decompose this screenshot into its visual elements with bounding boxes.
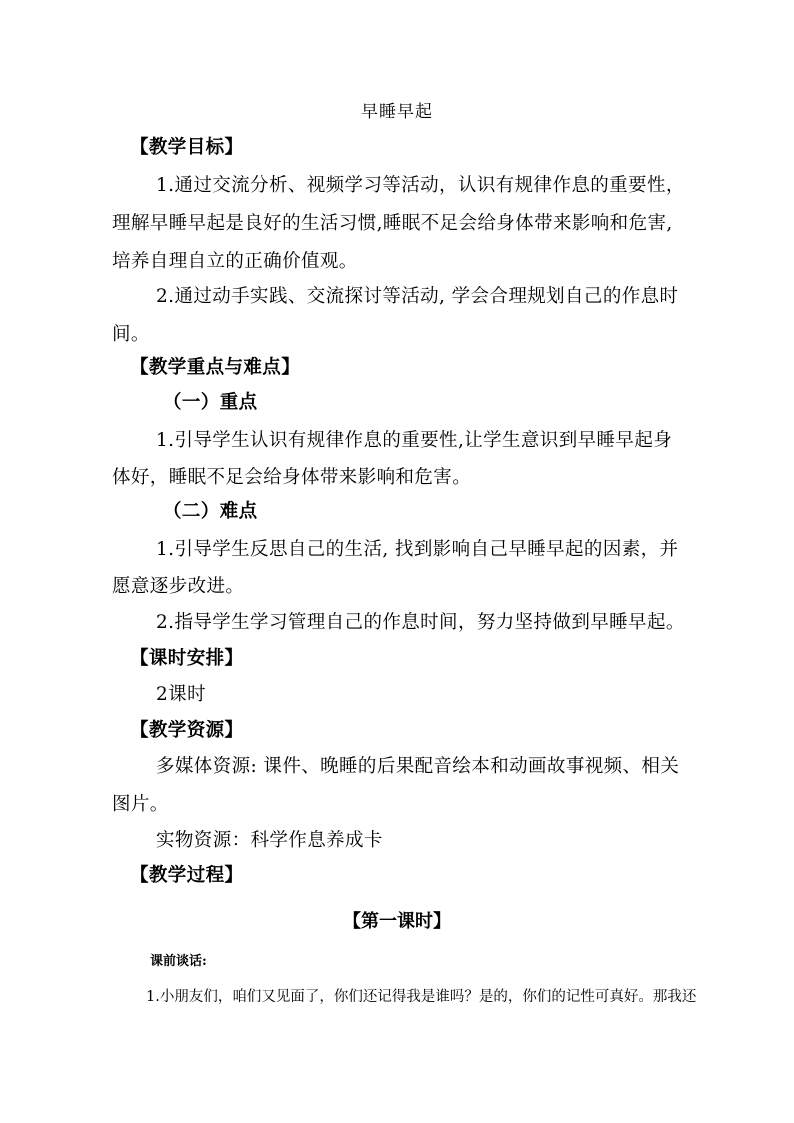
objective-2-line-2: 间。 xyxy=(112,324,150,345)
schedule-value: 2课时 xyxy=(156,684,206,705)
pre-class-talk-line-1: 1.小朋友们，咱们又见面了，你们还记得我是谁吗？是的，你们的记性可真好。那我还 xyxy=(146,989,697,1005)
objective-1-line-1: 1.通过交流分析、视频学习等活动，认识有规律作息的重要性， xyxy=(156,175,685,196)
key-points-subheading: （一）重点 xyxy=(163,392,258,413)
difficult-points-subheading: （二）难点 xyxy=(163,501,258,522)
key-difficult-heading: 【教学重点与难点】 xyxy=(130,357,301,378)
resources-heading: 【教学资源】 xyxy=(130,720,244,741)
objective-2-line-1: 2.通过动手实践、交流探讨等活动, 学会合理规划自己的作息时 xyxy=(156,286,679,307)
schedule-heading: 【课时安排】 xyxy=(130,648,244,669)
pre-class-talk-heading: 课前谈话: xyxy=(150,954,207,969)
document-title: 早睡早起 xyxy=(361,102,433,122)
resource-2: 实物资源：科学作息养成卡 xyxy=(156,830,383,851)
objective-1-line-2: 理解早睡早起是良好的生活习惯,睡眠不足会给身体带来影响和危害, xyxy=(112,213,673,234)
difficult-point-2: 2.指导学生学习管理自己的作息时间，努力坚持做到早睡早起。 xyxy=(156,612,685,633)
resource-1-line-2: 图片。 xyxy=(112,794,169,815)
key-point-1-line-2: 体好，睡眠不足会给身体带来影响和危害。 xyxy=(112,467,472,488)
difficult-point-1-line-1: 1.引导学生反思自己的生活, 找到影响自己早睡早起的因素，并 xyxy=(156,539,679,560)
objectives-heading: 【教学目标】 xyxy=(130,137,244,158)
key-point-1-line-1: 1.引导学生认识有规律作息的重要性,让学生意识到早睡早起身 xyxy=(156,430,673,451)
resource-1-line-1: 多媒体资源: 课件、晚睡的后果配音绘本和动画故事视频、相关 xyxy=(156,756,680,777)
process-heading: 【教学过程】 xyxy=(130,865,244,886)
objective-1-line-3: 培养自理自立的正确价值观。 xyxy=(112,251,358,272)
lesson-1-heading: 【第一课时】 xyxy=(343,911,451,932)
difficult-point-1-line-2: 愿意逐步改进。 xyxy=(112,576,245,597)
